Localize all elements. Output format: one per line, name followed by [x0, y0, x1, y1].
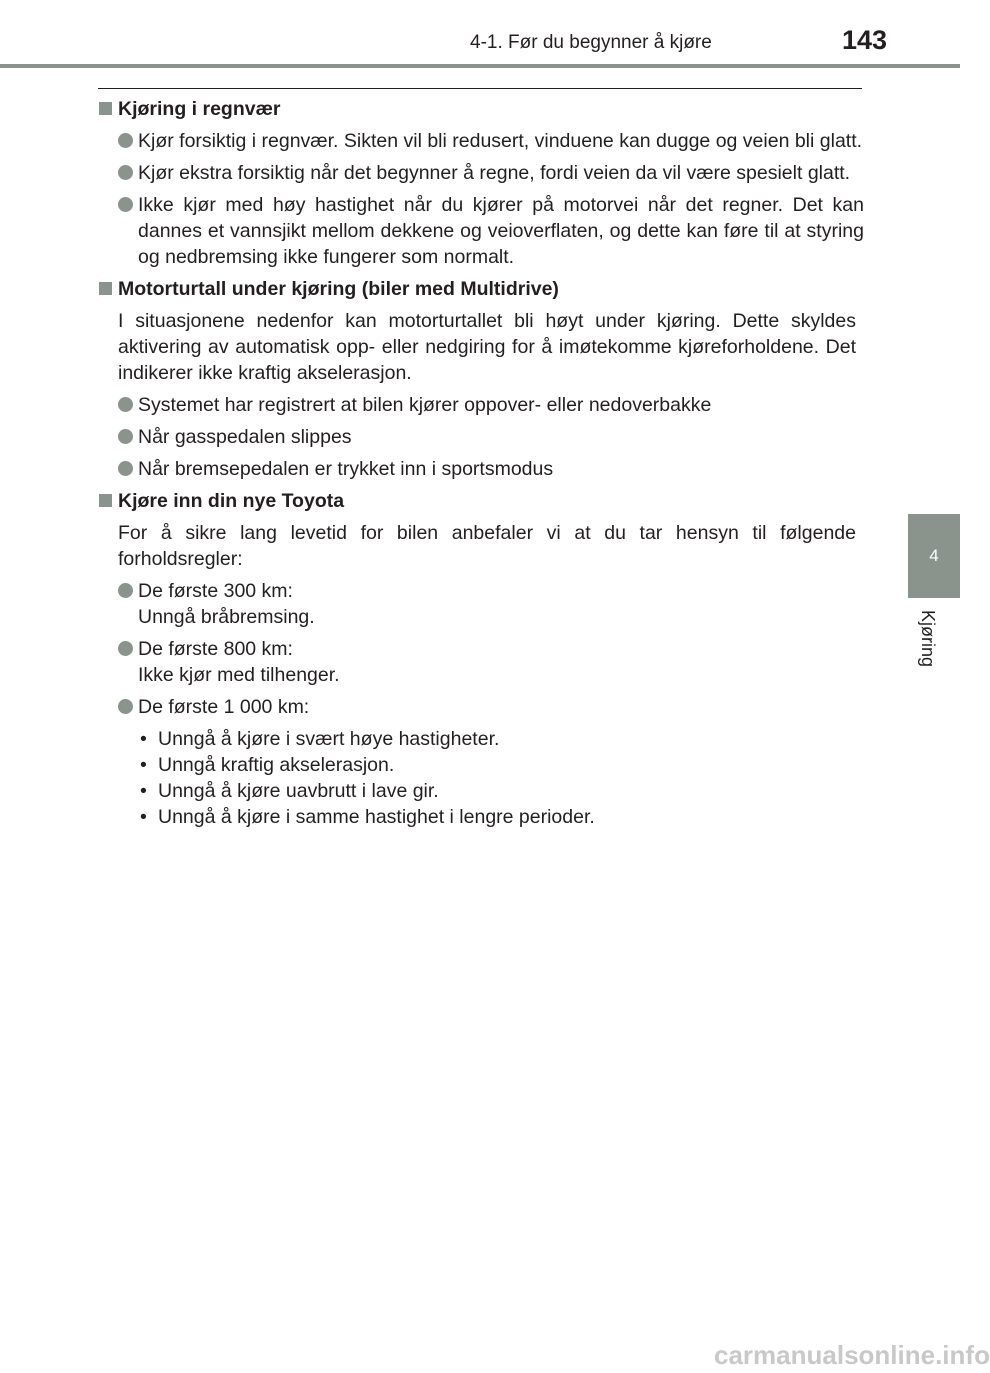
list-item-title: De første 1 000 km:: [138, 696, 310, 718]
circle-bullet-icon: [118, 165, 133, 180]
sub-list-item: [128, 778, 864, 804]
list-item-title: De første 800 km:: [138, 638, 293, 660]
top-rule: [98, 88, 862, 89]
list-item: [98, 128, 864, 154]
list-item: [98, 694, 864, 720]
page-number: 143: [842, 25, 888, 55]
chapter-label: Kjøring: [918, 610, 938, 668]
square-bullet-icon: [99, 494, 112, 507]
list-item-title: De første 300 km:: [138, 580, 293, 602]
square-bullet-icon: [99, 282, 112, 295]
section-heading-engine-speed: [98, 276, 864, 302]
watermark: carmanualsonline.info: [714, 1340, 990, 1370]
dot-bullet-icon: •: [140, 780, 147, 802]
list-item-text: Ikke kjør med høy hastighet når du kjører på motorvei når det regner. Det kan dannes et vannsjikt mellom dekkene og veioverflaten, og dette kan føre til at styring og nedbremsing ikke fungerer som normalt.: [138, 194, 864, 268]
paragraph: For å sikre lang levetid for bilen anbefaler vi at du tar hensyn til følgende forholdsregler:: [118, 522, 856, 570]
chapter-number: 4: [929, 546, 939, 565]
dot-bullet-icon: •: [140, 806, 147, 828]
sub-list-item-text: Unngå å kjøre i samme hastighet i lengre perioder.: [158, 806, 595, 828]
sub-list-item-text: Unngå å kjøre i svært høye hastigheter.: [158, 728, 500, 750]
list-item-text: Når bremsepedalen er trykket inn i sportsmodus: [138, 458, 554, 480]
section-heading-break-in: [98, 488, 864, 514]
list-item-text: Unngå bråbremsing.: [138, 606, 315, 628]
sub-list-item-text: Unngå kraftig akselerasjon.: [158, 754, 395, 776]
paragraph: I situasjonene nedenfor kan motorturtallet bli høyt under kjøring. Dette skyldes aktivering av automatisk opp- eller nedgiring for å imøtekomme kjøreforholdene. Det indikerer ikke kraftig akselerasjon.: [118, 310, 856, 384]
chapter-tab: [908, 514, 960, 598]
circle-bullet-icon: [118, 429, 133, 444]
sub-list-item: [128, 804, 864, 830]
section-title: 4-1. Før du begynner å kjøre: [470, 32, 712, 53]
list-item: [98, 392, 864, 418]
list-item-text: Kjør ekstra forsiktig når det begynner å regne, fordi veien da vil være spesielt glatt.: [138, 162, 851, 184]
list-item: [98, 456, 864, 482]
dot-bullet-icon: •: [140, 754, 147, 776]
circle-bullet-icon: [118, 197, 133, 212]
circle-bullet-icon: [118, 133, 133, 148]
header-bar: [0, 64, 960, 68]
list-item: [98, 424, 864, 450]
circle-bullet-icon: [118, 397, 133, 412]
heading-text: Kjøre inn din nye Toyota: [118, 490, 345, 512]
circle-bullet-icon: [118, 583, 133, 598]
circle-bullet-icon: [118, 461, 133, 476]
list-item-text: Når gasspedalen slippes: [138, 426, 352, 448]
list-item-text: Ikke kjør med tilhenger.: [138, 664, 340, 686]
list-item: [98, 636, 864, 688]
sub-list: [98, 726, 864, 830]
circle-bullet-icon: [118, 699, 133, 714]
page-content: [98, 96, 864, 830]
sub-list-item: [128, 752, 864, 778]
list-item: [98, 578, 864, 630]
sub-list-item: [128, 726, 864, 752]
dot-bullet-icon: •: [140, 728, 147, 750]
heading-text: Motorturtall under kjøring (biler med Multidrive): [118, 278, 559, 300]
list-item: [98, 192, 864, 270]
list-item: [98, 160, 864, 186]
circle-bullet-icon: [118, 641, 133, 656]
square-bullet-icon: [99, 102, 112, 115]
list-item-text: Kjør forsiktig i regnvær. Sikten vil bli redusert, vinduene kan dugge og veien bli glatt.: [138, 130, 863, 152]
section-heading-rain: [98, 96, 864, 122]
list-item-text: Systemet har registrert at bilen kjører oppover- eller nedoverbakke: [138, 394, 712, 416]
heading-text: Kjøring i regnvær: [118, 98, 281, 120]
sub-list-item-text: Unngå å kjøre uavbrutt i lave gir.: [158, 780, 439, 802]
